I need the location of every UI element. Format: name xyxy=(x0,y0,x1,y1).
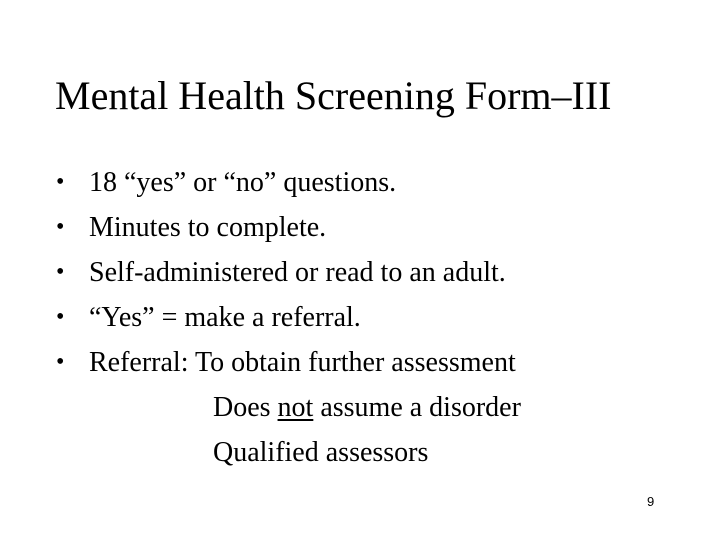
bullet-text: Self-administered or read to an adult. xyxy=(89,257,506,288)
bullet-text: “Yes” = make a referral. xyxy=(89,302,361,333)
bullet-text: Minutes to complete. xyxy=(89,212,327,243)
bullet-text: 18 “yes” or “no” questions. xyxy=(89,167,397,198)
sub-line-emphasis: not xyxy=(277,392,314,423)
bullet-text: Referral: To obtain further assessment xyxy=(89,347,516,378)
bullet-dot-icon: • xyxy=(56,169,65,195)
sub-line-text-after: assume a disorder xyxy=(313,392,521,423)
sub-line-text: Qualified assessors xyxy=(213,437,429,468)
bullet-dot-icon: • xyxy=(56,259,65,285)
bullet-dot-icon: • xyxy=(56,214,65,240)
bullet-dot-icon: • xyxy=(56,304,65,330)
slide-title: Mental Health Screening Form–III xyxy=(55,73,612,118)
bullet-item xyxy=(56,250,676,295)
bullet-item xyxy=(56,205,676,250)
bullet-list xyxy=(56,160,676,475)
bullet-item xyxy=(56,340,676,385)
sub-line-text-before: Does xyxy=(213,392,278,423)
referral-sub-line-disorder xyxy=(56,385,676,430)
bullet-dot-icon: • xyxy=(56,349,65,375)
bullet-item xyxy=(56,160,676,205)
bullet-item xyxy=(56,295,676,340)
page-number: 9 xyxy=(647,494,655,509)
referral-sub-line-assessors xyxy=(56,430,676,475)
